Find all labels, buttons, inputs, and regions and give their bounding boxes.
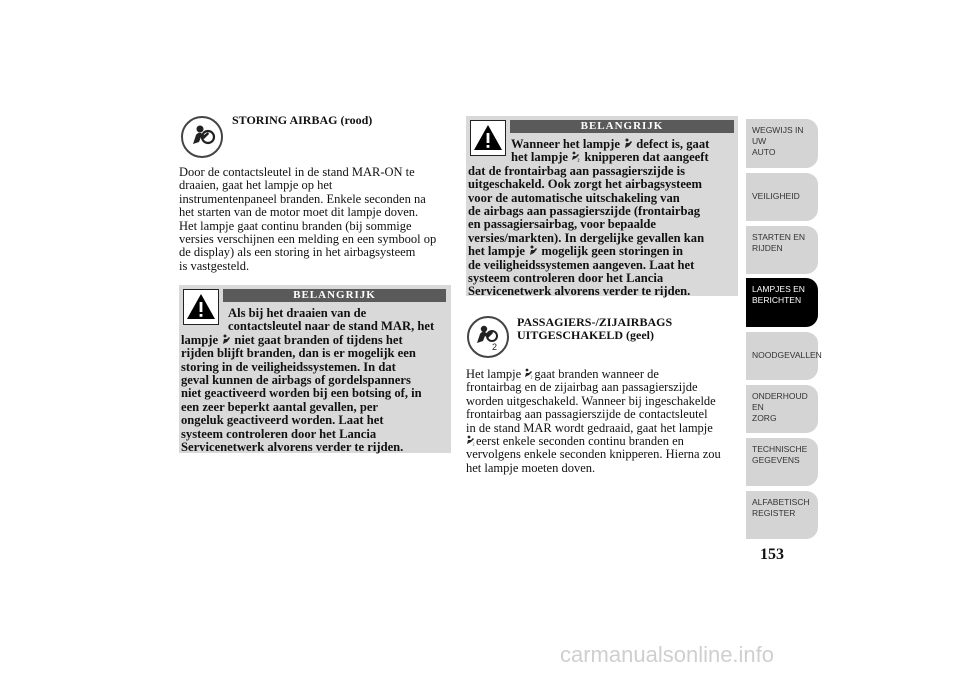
tab-label: REGISTER — [752, 508, 796, 518]
watermark: carmanualsonline.info — [560, 642, 775, 667]
airbag-off-icon — [467, 316, 509, 358]
tab-lampjes[interactable] — [746, 278, 818, 327]
text-line: rijden blijft branden, dan is er mogelijk een — [181, 346, 416, 361]
text-line: vervolgens enkele seconden knipperen. Hierna zou — [466, 447, 721, 462]
tab-label: STARTEN EN — [752, 232, 806, 242]
text-fragment: defect is, gaat — [636, 137, 710, 151]
airbag-off-icon — [524, 368, 534, 379]
tab-noodgevallen[interactable] — [746, 331, 822, 380]
tab-starten[interactable] — [746, 225, 818, 274]
text-word: lampje — [181, 332, 219, 347]
heading-line: PASSAGIERS-/ZIJAIRBAGS — [517, 315, 673, 329]
airbag-fault-icon — [221, 334, 231, 345]
text-line: Servicenetwerk alvorens verder te rijden. — [181, 440, 404, 455]
text-line: niet geactiveerd worden bij een botsing of, in — [181, 386, 422, 401]
svg-text:2: 2 — [492, 342, 498, 352]
text-line — [466, 435, 741, 448]
tab-label: VEILIGHEID — [752, 191, 800, 201]
text-line: Servicenetwerk alvorens verder te rijden. — [468, 284, 691, 299]
text-line — [468, 151, 736, 164]
tab-onderhoud[interactable] — [746, 384, 818, 433]
page-number: 153 — [760, 546, 784, 563]
tab-label: TECHNISCHE — [752, 444, 808, 454]
text-line: systeem controleren door het Lancia — [468, 271, 664, 286]
tab-wegwijs[interactable] — [746, 119, 818, 168]
text-line: een zeer beperkt aantal gevallen, per — [181, 399, 379, 414]
text-line: dat de frontairbag aan passagierszijde is — [468, 163, 686, 178]
airbag-off-icon — [466, 435, 476, 446]
text-line: de display) als een storing in het airbagsysteem — [179, 245, 416, 260]
warning-header: BELANGRIJK — [223, 289, 446, 302]
heading-line: UITGESCHAKELD (geel) — [517, 328, 655, 343]
svg-text:2: 2 — [530, 374, 533, 379]
text-line — [466, 368, 741, 381]
text-line: storing in de veiligheidssystemen. In dat — [181, 359, 396, 374]
section-body-passenger-airbag — [466, 368, 741, 475]
tab-label: WEGWIJS IN UW — [752, 125, 804, 146]
text-line: ongeluk geactiveerd worden. Laat het — [181, 413, 384, 428]
tab-technische[interactable] — [746, 437, 818, 486]
svg-text:2: 2 — [577, 157, 580, 163]
tab-label: ALFABETISCH — [752, 497, 810, 507]
section-body-airbag-fault — [179, 166, 449, 273]
text-fragment: Wanneer het lampje — [511, 137, 620, 151]
text-line: frontairbag en de zijairbag aan passagierszijde — [466, 380, 698, 395]
text-line: systeem controleren door het Lancia — [181, 426, 377, 441]
tab-label: BERICHTEN — [752, 295, 802, 305]
airbag-fault-icon — [181, 116, 223, 158]
text-line: versies/markten). In dergelijke gevallen kan — [468, 230, 705, 245]
text-fragment: niet gaat branden of tijdens het — [234, 332, 403, 347]
warning-box-right — [466, 116, 738, 299]
warning-text-right — [468, 138, 736, 299]
text-line: geval kunnen de airbags of gordelspanners — [181, 373, 411, 388]
tab-label: LAMPJES EN — [752, 284, 805, 294]
section-heading-passenger-airbag — [517, 316, 672, 343]
text-fragment: Het lampje — [466, 367, 522, 381]
text-line — [181, 334, 449, 347]
text-line: versies verschijnen een melding en een symbool op — [179, 232, 437, 247]
text-fragment: het lampje — [511, 150, 569, 165]
text-line: Als bij het draaien van de — [228, 306, 367, 320]
text-line: draaien, gaat het lampje op het — [179, 178, 333, 193]
text-line: worden uitgeschakeld. Wanneer bij ingeschakelde — [466, 393, 716, 408]
warning-text-left — [181, 307, 449, 454]
tab-label: GEGEVENS — [752, 455, 800, 465]
tab-veiligheid[interactable] — [746, 172, 818, 221]
airbag-fault-icon — [623, 138, 633, 149]
text-line: instrumentenpaneel branden. Enkele seconden na — [179, 191, 426, 206]
text-line: voor de automatische uitschakeling van — [468, 190, 680, 205]
text-line: in de stand MAR wordt gedraaid, gaat het lampje — [466, 420, 713, 435]
text-line — [468, 138, 736, 151]
text-fragment: eerst enkele seconden continu branden en — [476, 434, 684, 449]
text-line: het lampje moeten doven. — [466, 460, 596, 475]
text-fragment: mogelijk geen storingen in — [541, 244, 684, 259]
warning-box-left — [179, 285, 451, 453]
text-line: uitgeschakeld. Ook zorgt het airbagsysteem — [468, 177, 703, 192]
tab-label: AUTO — [752, 147, 776, 157]
text-line: Door de contactsleutel in de stand MAR-ON te — [179, 165, 415, 179]
text-line: contactsleutel naar de stand MAR, het — [228, 319, 435, 334]
text-fragment: het lampje — [468, 244, 526, 259]
text-line: Het lampje gaat continu branden (bij sommige — [179, 218, 412, 233]
section-heading-airbag-fault: STORING AIRBAG (rood) — [232, 113, 373, 127]
text-fragment: gaat branden wanneer de — [534, 367, 659, 381]
tab-label: ONDERHOUD EN — [752, 391, 808, 412]
text-line: frontairbag aan passagierszijde de contactsleutel — [466, 407, 708, 422]
tab-label: RIJDEN — [752, 243, 783, 253]
text-line: en passagiersairbag, voor bepaalde — [468, 217, 656, 232]
airbag-fault-icon — [528, 245, 538, 256]
text-line: de veiligheidssystemen aangeven. Laat het — [468, 257, 695, 272]
text-line: de airbags aan passagierszijde (frontairbag — [468, 204, 701, 219]
text-line: het starten van de motor moet dit lampje doven. — [179, 205, 419, 220]
airbag-off-icon — [571, 151, 581, 162]
tab-label: ZORG — [752, 413, 777, 423]
tab-register[interactable] — [746, 490, 818, 539]
warning-header: BELANGRIJK — [510, 120, 734, 133]
text-line: is vastgesteld. — [179, 258, 250, 273]
text-fragment: knipperen dat aangeeft — [584, 150, 709, 165]
svg-text:2: 2 — [472, 441, 475, 447]
text-line — [468, 245, 736, 258]
tab-label: NOODGEVALLEN — [752, 350, 822, 360]
